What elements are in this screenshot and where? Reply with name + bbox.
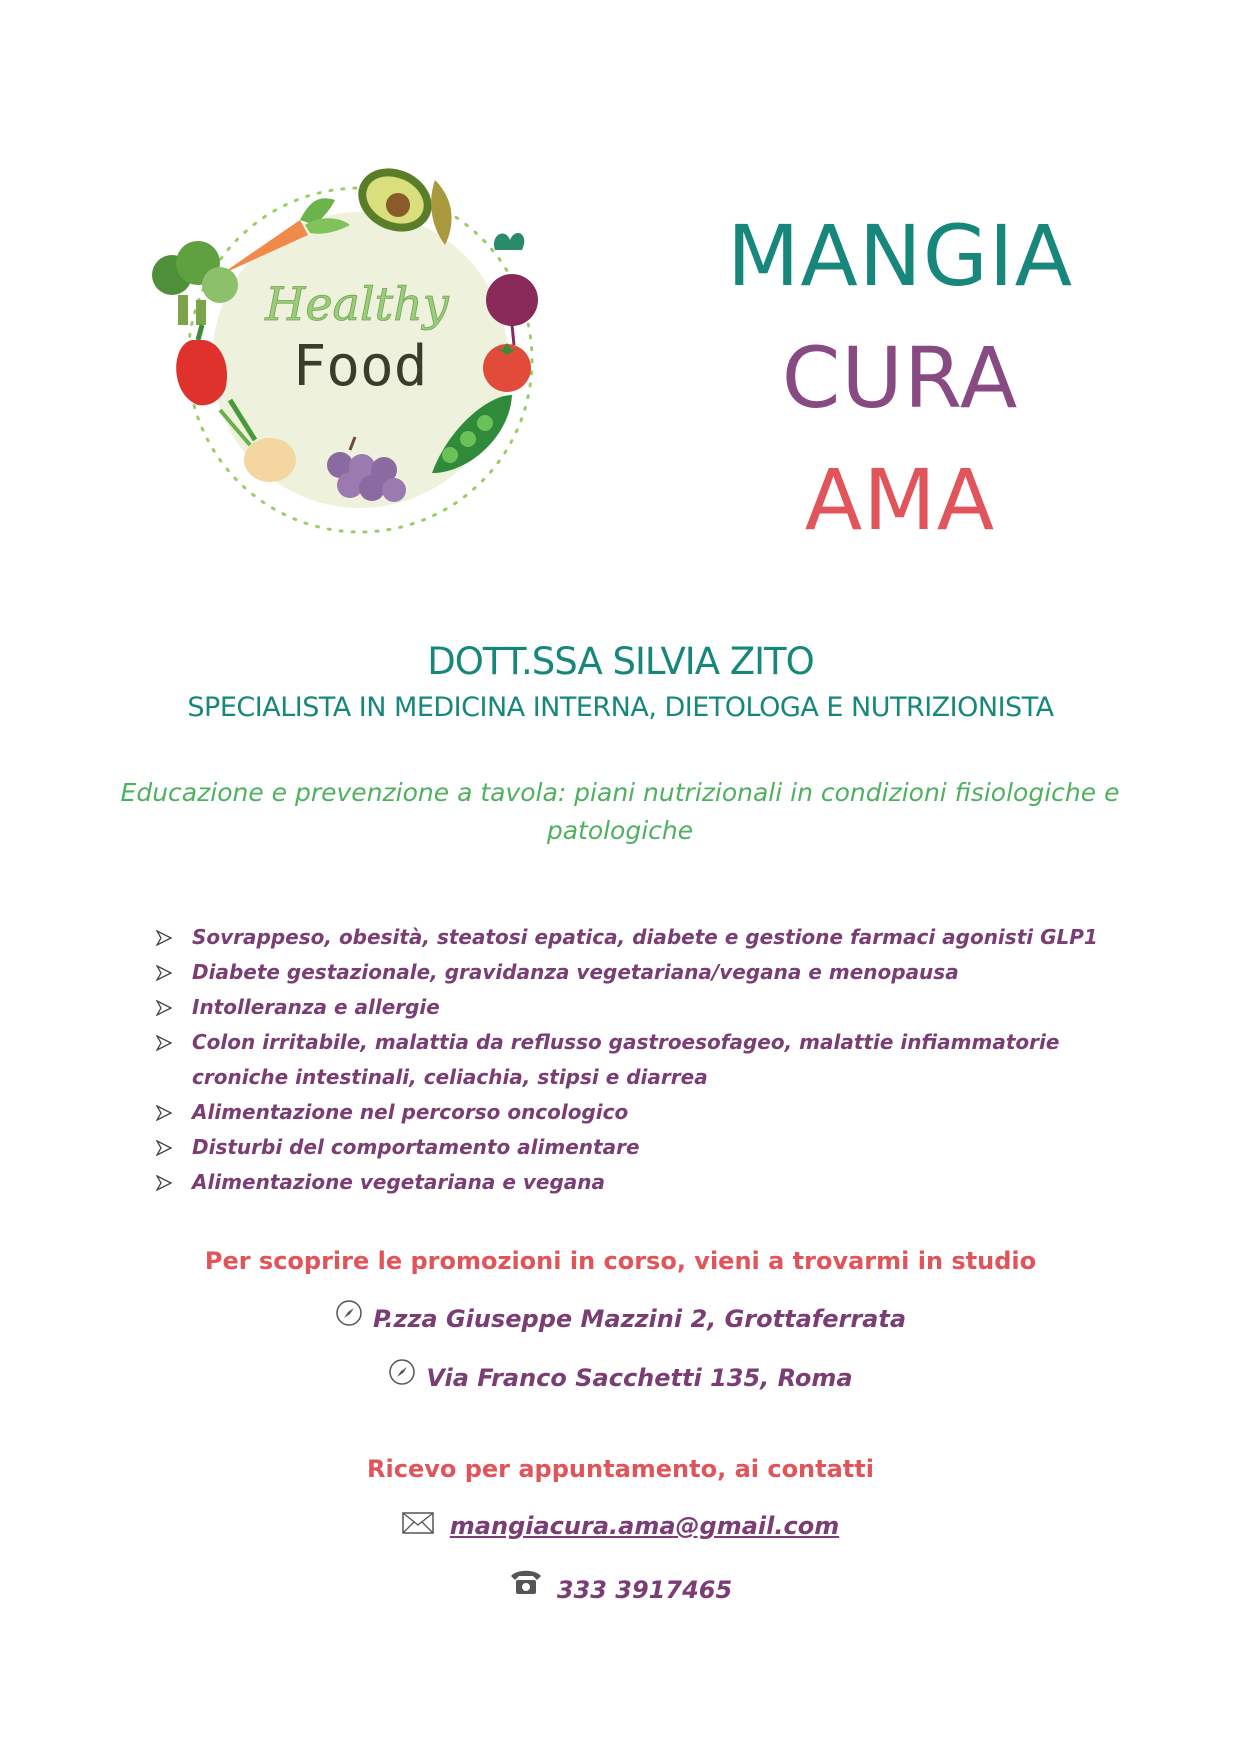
address-line (0, 1305, 1241, 1333)
logo-word: Food (292, 334, 428, 399)
brand-word-ama: AMA (804, 451, 996, 549)
service-text: Alimentazione nel percorso oncologico (192, 1100, 629, 1124)
brand-word-cura: CURA (781, 329, 1019, 427)
service-text: Intolleranza e allergie (192, 995, 440, 1019)
envelope-icon (402, 1512, 434, 1534)
arrow-bullet-icon (156, 1035, 172, 1051)
logo-script-word: Healthy (265, 277, 449, 331)
list-item (150, 1165, 1110, 1200)
compass-icon (335, 1299, 363, 1327)
address-text: Via Franco Sacchetti 135, Roma (426, 1364, 853, 1392)
address-line (0, 1364, 1241, 1392)
service-text: Sovrappeso, obesità, steatosi epatica, diabete e gestione farmaci agonisti GLP1 (192, 925, 1098, 949)
arrow-bullet-icon (156, 930, 172, 946)
compass-icon (388, 1358, 416, 1386)
telephone-icon (509, 1568, 543, 1596)
list-item (150, 1130, 1110, 1165)
phone-number[interactable]: 333 3917465 (556, 1576, 733, 1604)
arrow-bullet-icon (156, 1175, 172, 1191)
phone-line (0, 1576, 1241, 1604)
appointment-text: Ricevo per appuntamento, ai contatti (367, 1455, 874, 1483)
service-text: Colon irritabile, malattia da reflusso gastroesofageo, malattie infiammatorie croniche intestinali, celiachia, stipsi e diarrea (192, 1030, 1060, 1089)
list-item (150, 1095, 1110, 1130)
list-item (150, 1025, 1110, 1095)
promo-text: Per scoprire le promozioni in corso, vieni a trovarmi in studio (204, 1247, 1037, 1275)
doctor-name: DOTT.SSA SILVIA ZITO (427, 640, 814, 683)
arrow-bullet-icon (156, 1000, 172, 1016)
healthy-food-logo (150, 155, 610, 575)
service-text: Disturbi del comportamento alimentare (192, 1135, 640, 1159)
address-text: P.zza Giuseppe Mazzini 2, Grottaferrata (372, 1305, 907, 1333)
list-item (150, 990, 1110, 1025)
brand-word-mangia: MANGIA (726, 207, 1074, 305)
list-item (150, 920, 1110, 955)
arrow-bullet-icon (156, 1105, 172, 1121)
doctor-title: SPECIALISTA IN MEDICINA INTERNA, DIETOLOGA E NUTRIZIONISTA (187, 692, 1054, 723)
arrow-bullet-icon (156, 1140, 172, 1156)
list-item (150, 955, 1110, 990)
service-text: Diabete gestazionale, gravidanza vegetariana/vegana e menopausa (192, 960, 959, 984)
service-text: Alimentazione vegetariana e vegana (192, 1170, 606, 1194)
brand-block (680, 195, 1120, 561)
email-line (0, 1512, 1241, 1540)
arrow-bullet-icon (156, 965, 172, 981)
services-list (150, 920, 1110, 1200)
tagline: Educazione e prevenzione a tavola: piani nutrizionali in condizioni fisiologiche e patologiche (120, 778, 1120, 845)
email-link[interactable]: mangiacura.ama@gmail.com (449, 1512, 840, 1540)
